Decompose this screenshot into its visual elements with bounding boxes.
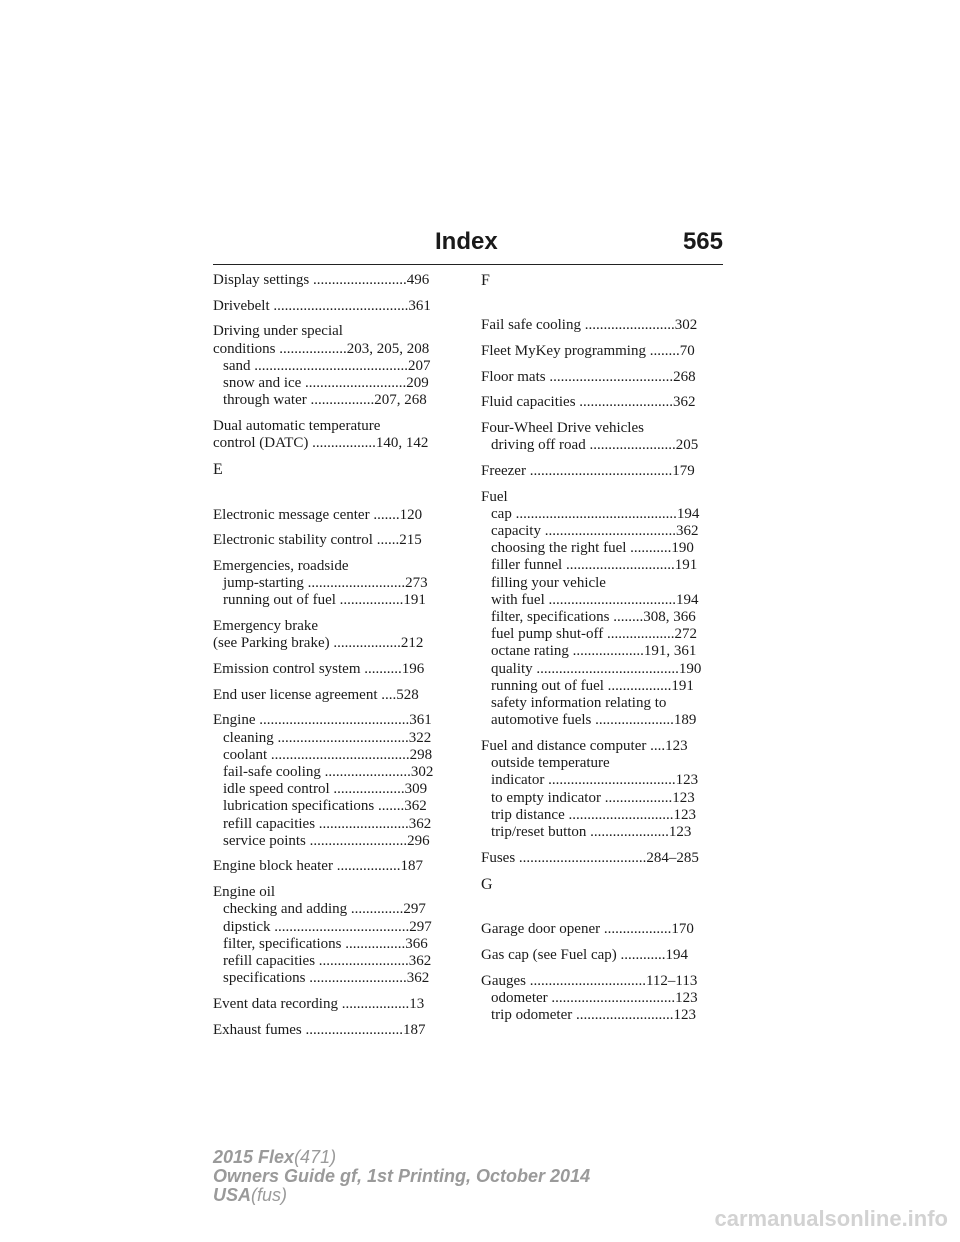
index-entry — [481, 343, 723, 360]
index-entry — [481, 369, 723, 386]
section-letter: E — [213, 461, 223, 479]
section-letter: F — [481, 272, 490, 289]
index-entry — [213, 272, 443, 289]
index-subentry: fuel pump shut-off ..................272 — [491, 626, 697, 643]
index-entry-line: Exhaust fumes ..........................187 — [213, 1021, 426, 1038]
page-title: Index — [435, 228, 498, 255]
index-subentry: capacity ...................................362 — [491, 523, 699, 540]
index-subentry: cleaning ...................................322 — [223, 729, 432, 746]
section-letter: G — [481, 875, 493, 893]
index-entry-line: Emergency brake — [213, 618, 319, 635]
index-entry-line: Fleet MyKey programming ........70 — [481, 342, 695, 359]
footer-model: 2015 Flex — [213, 1147, 295, 1167]
index-entry — [481, 317, 723, 334]
index-subentry: sand .........................................207 — [223, 357, 431, 374]
index-entry-line: Garage door opener ..................170 — [481, 921, 694, 938]
index-entry-line: Drivebelt ....................................361 — [213, 297, 431, 314]
index-subentry: trip/reset button .....................123 — [491, 823, 692, 840]
index-subentry: safety information relating to — [491, 695, 667, 712]
index-subentry: choosing the right fuel ...........190 — [491, 540, 694, 557]
index-entry-line: Event data recording ..................13 — [213, 995, 425, 1012]
index-entry-line: Gas cap (see Fuel cap) ............194 — [481, 946, 689, 963]
index-entry-line: Fuses ..................................284–285 — [481, 849, 699, 866]
index-entry-line: control (DATC) .................140, 142 — [213, 435, 429, 452]
index-entry-line: Floor mats .................................268 — [481, 368, 696, 385]
index-entry — [481, 947, 723, 964]
watermark: carmanualsonline.info — [714, 1206, 948, 1231]
index-entry — [213, 418, 443, 452]
index-entry-line: Display settings .........................496 — [213, 272, 430, 288]
page-number: 565 — [682, 228, 723, 255]
page-header — [213, 228, 723, 265]
index-subentry: running out of fuel .................191 — [491, 677, 694, 694]
index-entry — [213, 996, 443, 1013]
footer-region: USA — [213, 1185, 252, 1205]
index-entry-line: Electronic message center .......120 — [213, 506, 423, 523]
footer-region-line — [213, 1186, 590, 1205]
index-entry — [213, 884, 443, 987]
index-entry-line: Fail safe cooling ........................302 — [481, 317, 698, 334]
index-entry — [213, 1022, 443, 1039]
footer-model-line — [213, 1148, 590, 1167]
index-entry — [213, 298, 443, 315]
index-subentry: idle speed control ...................309 — [223, 781, 428, 798]
index-subentry: refill capacities ........................362 — [223, 953, 432, 969]
index-entry-line: (see Parking brake) ..................212 — [213, 635, 424, 652]
index-entry — [213, 858, 443, 875]
index-subentry: through water .................207, 268 — [223, 392, 427, 409]
index-entry-line: End user license agreement ....528 — [213, 686, 419, 703]
index-entry — [481, 850, 723, 867]
index-subentry: snow and ice ...........................209 — [223, 375, 429, 392]
index-subentry: with fuel ..................................194 — [491, 591, 699, 608]
index-subentry: filter, specifications ................366 — [223, 935, 428, 952]
index-entry — [481, 420, 723, 454]
index-entry — [213, 661, 443, 678]
index-subentry: fail-safe cooling .......................302 — [223, 763, 434, 780]
index-subentry: specifications ..........................362 — [223, 970, 430, 987]
index-subentry: outside temperature — [491, 755, 610, 772]
index-subentry: jump-starting ..........................273 — [223, 575, 428, 592]
index-subentry: service points ..........................296 — [223, 832, 430, 849]
index-entry — [213, 712, 443, 850]
index-entry-line: Engine oil — [213, 884, 276, 901]
index-entry-line: Four-Wheel Drive vehicles — [481, 420, 644, 437]
index-subentry: to empty indicator ..................123 — [491, 789, 695, 806]
index-subentry: odometer .................................123 — [491, 989, 698, 1006]
index-entry-line: Freezer ......................................179 — [481, 462, 695, 479]
index-column-right — [481, 272, 723, 1033]
index-entry — [213, 532, 443, 549]
footer — [213, 1148, 590, 1205]
index-entry — [213, 558, 443, 610]
index-entry — [213, 507, 443, 524]
index-entry-line: Engine block heater .................187 — [213, 858, 423, 875]
index-subentry: filter, specifications ........308, 366 — [491, 609, 696, 626]
index-entry-line: Driving under special — [213, 323, 343, 340]
index-entry — [213, 687, 443, 704]
index-entry-line: Emission control system ..........196 — [213, 660, 425, 677]
index-subentry: driving off road .......................205 — [491, 437, 699, 454]
index-entry — [213, 618, 443, 652]
index-entry — [481, 921, 723, 938]
index-column-left — [213, 272, 443, 1047]
index-subentry: coolant .....................................298 — [223, 746, 433, 763]
index-entry-line: Engine ........................................361 — [213, 712, 432, 729]
index-subentry: checking and adding ..............297 — [223, 901, 426, 918]
index-subentry: filler funnel .............................191 — [491, 557, 698, 574]
index-entry — [481, 463, 723, 480]
index-entry-line: Gauges ...............................112–113 — [481, 972, 698, 989]
index-entry — [481, 738, 723, 841]
index-entry — [481, 973, 723, 1025]
index-entry-line: Fuel — [481, 488, 508, 505]
index-subentry: octane rating ...................191, 361 — [491, 643, 697, 660]
index-subentry: dipstick ....................................297 — [223, 918, 432, 935]
index-entry-line: Fluid capacities .........................362 — [481, 394, 696, 411]
index-entry-line: Electronic stability control ......215 — [213, 532, 422, 549]
index-subentry: trip odometer ..........................123 — [491, 1006, 696, 1023]
footer-model-code: (471) — [294, 1147, 337, 1167]
index-subentry: trip distance ............................123 — [491, 806, 696, 823]
index-entry-line: conditions ..................203, 205, 208 — [213, 340, 430, 357]
index-entry — [481, 394, 723, 411]
index-subentry: indicator ..................................123 — [491, 772, 699, 789]
index-entry — [213, 323, 443, 409]
footer-guide: Owners Guide gf, 1st Printing, October 2014 — [213, 1166, 591, 1186]
footer-region-code: (fus) — [251, 1185, 288, 1205]
index-subentry: lubrication specifications .......362 — [223, 798, 427, 815]
index-entry — [481, 489, 723, 730]
index-entry-line: Fuel and distance computer ....123 — [481, 737, 688, 754]
index-subentry: automotive fuels .....................189 — [491, 712, 697, 729]
index-subentry: filling your vehicle — [491, 574, 606, 591]
index-entry-line: Dual automatic temperature — [213, 417, 381, 434]
index-subentry: quality ......................................190 — [491, 660, 702, 677]
index-subentry: refill capacities ........................362 — [223, 815, 432, 832]
index-subentry: running out of fuel .................191 — [223, 592, 426, 609]
index-subentry: cap ...........................................194 — [491, 505, 700, 522]
index-entry-line: Emergencies, roadside — [213, 557, 349, 574]
